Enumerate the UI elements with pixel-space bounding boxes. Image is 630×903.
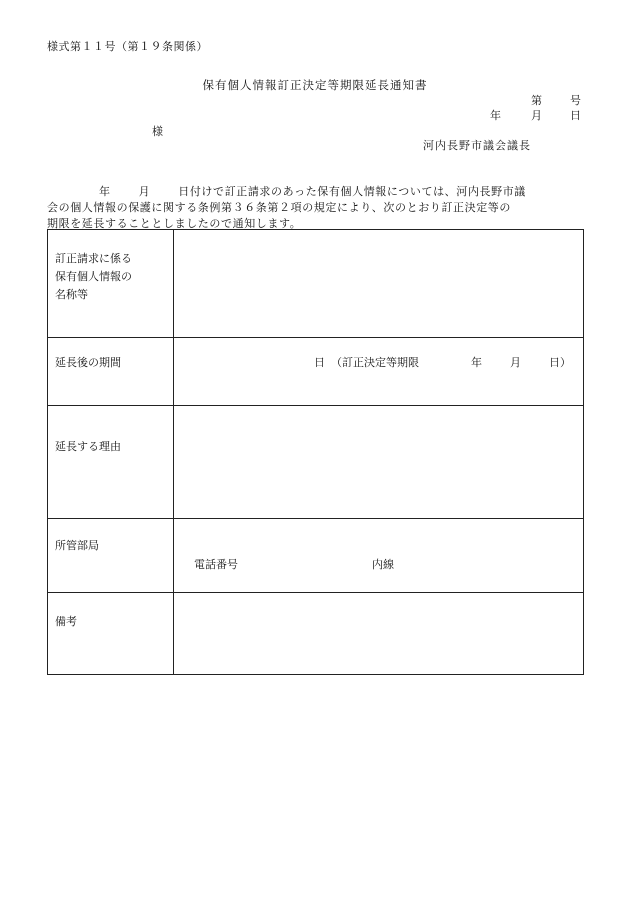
- row-label-text: 延長後の期間: [55, 356, 121, 369]
- issue-date-month: 月: [531, 109, 542, 122]
- form-number: 様式第１１号（第１９条関係）: [47, 40, 208, 53]
- notice-body-line-3: 期限を延長することとしましたので通知します。: [47, 217, 302, 230]
- row-label-text: 備考: [55, 615, 77, 628]
- row-value-extended-period: [174, 338, 584, 406]
- body-date-year: 年: [99, 185, 111, 198]
- department-contact-line: [174, 519, 583, 573]
- body-line-1-text: 日付けで訂正請求のあった保有個人情報については、河内長野市議: [178, 185, 526, 198]
- row-label-line: 名称等: [55, 288, 88, 301]
- period-month: 月: [510, 356, 521, 369]
- table-row: [48, 230, 584, 338]
- document-title: 保有個人情報訂正決定等期限延長通知書: [202, 78, 428, 92]
- row-label-reason: [48, 406, 174, 519]
- row-label-text: 延長する理由: [55, 440, 121, 453]
- table-row: [48, 593, 584, 675]
- phone-number-label: 電話番号: [194, 558, 238, 571]
- notice-body-line-2: 会の個人情報の保護に関する条例第３６条第２項の規定により、次のとおり訂正決定等の: [47, 201, 511, 214]
- row-value-request-item: [174, 230, 584, 338]
- row-value-department: [174, 519, 584, 593]
- period-day-close: 日）: [549, 356, 571, 369]
- row-value-reason: [174, 406, 584, 519]
- row-label-line: 訂正請求に係る: [55, 252, 132, 265]
- row-label-request-item: [48, 230, 174, 338]
- notice-body-line-1: [47, 184, 584, 200]
- period-deadline-label: （訂正決定等期限: [331, 356, 419, 369]
- row-label-text: 所管部局: [55, 539, 99, 552]
- row-label-remarks: [48, 593, 174, 675]
- extended-period-line: [174, 338, 583, 372]
- document-number-suffix: 号: [570, 94, 581, 107]
- issue-date-year: 年: [490, 109, 501, 122]
- row-label-department: [48, 519, 174, 593]
- period-day: 日: [314, 356, 325, 369]
- period-year: 年: [471, 356, 482, 369]
- document-number-prefix: 第: [531, 94, 542, 107]
- issue-date-day: 日: [570, 109, 581, 122]
- body-date-month: 月: [138, 185, 151, 198]
- row-value-remarks: [174, 593, 584, 675]
- notice-body: [47, 184, 584, 232]
- table-row: [48, 519, 584, 593]
- issuer-name: 河内長野市議会議長: [423, 139, 531, 152]
- row-label-extended-period: [48, 338, 174, 406]
- table-row: [48, 338, 584, 406]
- table-row: [48, 406, 584, 519]
- recipient-honorific: 様: [152, 125, 163, 138]
- extension-label: 内線: [372, 558, 394, 571]
- row-label-line: 保有個人情報の: [55, 270, 132, 283]
- notice-table: [47, 229, 584, 675]
